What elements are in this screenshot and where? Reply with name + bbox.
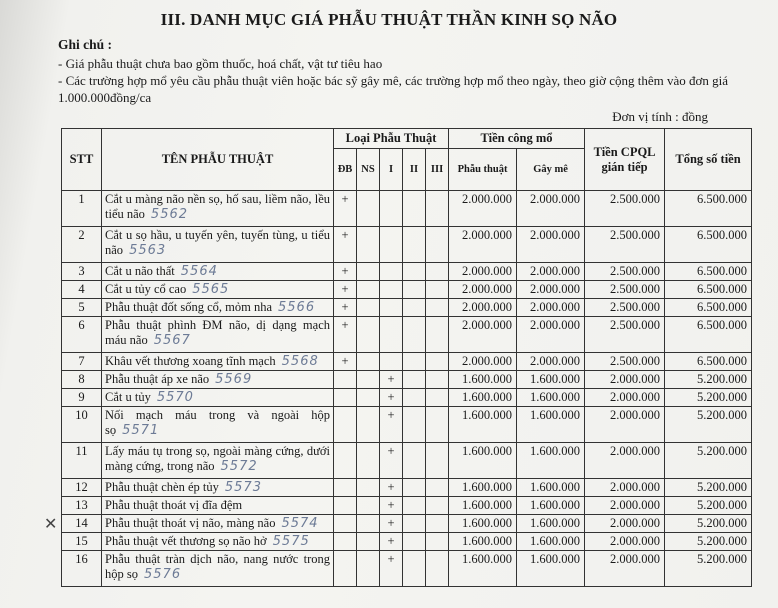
- header-db: ĐB: [334, 149, 357, 191]
- row-ii: [403, 389, 426, 407]
- price-table: [61, 128, 752, 587]
- row-ns: [357, 227, 380, 263]
- row-iii: [426, 263, 449, 281]
- note-line-2: - Các trường hợp mổ yêu cầu phẫu thuật viên hoặc bác sỹ gây mê, các trường hợp mổ theo ngày, theo giờ cộng thêm vào đơn giá 1.000.000đồng/ca: [58, 73, 729, 105]
- row-db: [334, 533, 357, 551]
- row-i: [380, 227, 403, 263]
- row-surgery-fee: 2.000.000: [449, 317, 517, 353]
- table-row: [62, 497, 752, 515]
- handwritten-code: 5569: [215, 372, 253, 387]
- row-i: [380, 281, 403, 299]
- row-cpql: 2.000.000: [585, 371, 665, 389]
- row-ii: [403, 263, 426, 281]
- row-surgery-fee: 1.600.000: [449, 533, 517, 551]
- row-cpql: 2.000.000: [585, 533, 665, 551]
- row-ii: [403, 281, 426, 299]
- row-db: +: [334, 191, 357, 227]
- row-stt: 2: [62, 227, 102, 263]
- row-stt: 15: [62, 533, 102, 551]
- procedure-name: Phẫu thuật vết thương sọ não hở: [105, 534, 267, 548]
- row-db: +: [334, 281, 357, 299]
- row-iii: [426, 299, 449, 317]
- row-total: 6.500.000: [665, 227, 752, 263]
- row-total: 6.500.000: [665, 299, 752, 317]
- row-total: 5.200.000: [665, 371, 752, 389]
- row-stt: 7: [62, 353, 102, 371]
- row-cpql: 2.500.000: [585, 281, 665, 299]
- row-db: +: [334, 227, 357, 263]
- row-anesthesia-fee: 2.000.000: [517, 353, 585, 371]
- row-anesthesia-fee: 1.600.000: [517, 443, 585, 479]
- row-name: [102, 443, 334, 479]
- row-ii: [403, 227, 426, 263]
- handwritten-code: 5562: [150, 207, 189, 222]
- row-cpql: 2.000.000: [585, 551, 665, 587]
- table-row: [62, 281, 752, 299]
- row-iii: [426, 551, 449, 587]
- row-iii: [426, 533, 449, 551]
- row-name: [102, 281, 334, 299]
- note-line-1: - Giá phẫu thuật chưa bao gồm thuốc, hoá chất, vật tư tiêu hao: [58, 56, 383, 71]
- row-cpql: 2.000.000: [585, 497, 665, 515]
- row-iii: [426, 281, 449, 299]
- row-cpql: 2.000.000: [585, 389, 665, 407]
- row-stt: 4: [62, 281, 102, 299]
- row-surgery-fee: 2.000.000: [449, 227, 517, 263]
- table-row: [62, 263, 752, 281]
- row-cpql: 2.500.000: [585, 299, 665, 317]
- row-name: [102, 407, 334, 443]
- row-surgery-fee: 1.600.000: [449, 515, 517, 533]
- row-anesthesia-fee: 1.600.000: [517, 479, 585, 497]
- header-fee: Tiền công mổ: [449, 129, 585, 149]
- row-ii: [403, 353, 426, 371]
- procedure-name: Cắt u sọ hầu, u tuyến yên, tuyến tùng, u tiểu não: [105, 228, 330, 257]
- row-total: 6.500.000: [665, 263, 752, 281]
- row-name: [102, 263, 334, 281]
- row-i: +: [380, 479, 403, 497]
- header-ii: II: [403, 149, 426, 191]
- row-ns: [357, 533, 380, 551]
- handwritten-code: 5565: [192, 282, 230, 297]
- row-name: [102, 299, 334, 317]
- row-total: 6.500.000: [665, 281, 752, 299]
- row-name: [102, 515, 334, 533]
- row-ii: [403, 515, 426, 533]
- row-total: 5.200.000: [665, 497, 752, 515]
- procedure-name: Lấy máu tụ trong sọ, ngoài màng cứng, dưới màng cứng, trong não: [105, 444, 330, 473]
- procedure-name: Cắt u tủy cổ cao: [105, 282, 187, 296]
- row-ns: [357, 299, 380, 317]
- row-ns: [357, 551, 380, 587]
- handwritten-code: 5567: [153, 333, 191, 348]
- handwritten-code: 5572: [220, 459, 258, 474]
- procedure-name: Cắt u não thất: [105, 264, 175, 278]
- row-total: 5.200.000: [665, 479, 752, 497]
- row-iii: [426, 497, 449, 515]
- row-i: [380, 263, 403, 281]
- handwritten-code: 5576: [144, 567, 182, 582]
- row-db: [334, 551, 357, 587]
- notes-heading: Ghi chú :: [58, 37, 113, 52]
- row-db: [334, 497, 357, 515]
- row-iii: [426, 515, 449, 533]
- handwritten-code: 5568: [281, 354, 319, 369]
- row-name: [102, 497, 334, 515]
- row-ii: [403, 299, 426, 317]
- handwritten-code: 5571: [122, 423, 160, 438]
- row-stt: 9: [62, 389, 102, 407]
- row-stt: 1: [62, 191, 102, 227]
- table-row: [62, 515, 752, 533]
- row-surgery-fee: 1.600.000: [449, 497, 517, 515]
- row-i: [380, 353, 403, 371]
- row-stt: 3: [62, 263, 102, 281]
- row-stt: 8: [62, 371, 102, 389]
- row-anesthesia-fee: 2.000.000: [517, 227, 585, 263]
- procedure-name: Phẫu thuật phình ĐM não, dị dạng mạch máu não: [105, 318, 330, 347]
- procedure-name: Phẫu thuật chèn ép tủy: [105, 480, 219, 494]
- row-surgery-fee: 2.000.000: [449, 281, 517, 299]
- row-db: +: [334, 317, 357, 353]
- procedure-name: Phẫu thuật thoát vị não, màng não: [105, 516, 276, 530]
- row-total: 6.500.000: [665, 191, 752, 227]
- unit-label: Đơn vị tính : đồng: [612, 109, 708, 124]
- header-total: Tổng số tiền: [665, 129, 752, 191]
- procedure-name: Khâu vết thương xoang tĩnh mạch: [105, 354, 276, 368]
- row-total: 5.200.000: [665, 443, 752, 479]
- row-total: 5.200.000: [665, 515, 752, 533]
- row-db: [334, 371, 357, 389]
- row-db: [334, 407, 357, 443]
- row-db: [334, 443, 357, 479]
- row-iii: [426, 443, 449, 479]
- row-ns: [357, 497, 380, 515]
- header-i: I: [380, 149, 403, 191]
- table-row: [62, 317, 752, 353]
- row-anesthesia-fee: 2.000.000: [517, 317, 585, 353]
- row-surgery-fee: 1.600.000: [449, 407, 517, 443]
- row-name: [102, 191, 334, 227]
- row-db: +: [334, 353, 357, 371]
- row-ii: [403, 533, 426, 551]
- row-i: +: [380, 371, 403, 389]
- row-iii: [426, 317, 449, 353]
- row-ns: [357, 443, 380, 479]
- handwritten-star-mark: ✕: [44, 514, 58, 533]
- row-cpql: 2.500.000: [585, 191, 665, 227]
- row-ns: [357, 191, 380, 227]
- table-row: [62, 299, 752, 317]
- row-total: 5.200.000: [665, 407, 752, 443]
- row-i: +: [380, 389, 403, 407]
- row-db: [334, 515, 357, 533]
- table-row: [62, 371, 752, 389]
- row-anesthesia-fee: 1.600.000: [517, 407, 585, 443]
- row-stt: 12: [62, 479, 102, 497]
- row-ns: [357, 263, 380, 281]
- row-anesthesia-fee: 1.600.000: [517, 551, 585, 587]
- row-stt: 10: [62, 407, 102, 443]
- row-ii: [403, 317, 426, 353]
- row-cpql: 2.000.000: [585, 515, 665, 533]
- procedure-name: Nối mạch máu trong và ngoài hộp sọ: [105, 408, 330, 437]
- row-db: +: [334, 299, 357, 317]
- row-ns: [357, 353, 380, 371]
- header-type: Loại Phẫu Thuật: [334, 129, 449, 149]
- row-iii: [426, 407, 449, 443]
- procedure-name: Phẫu thuật thoát vị đĩa đệm: [105, 498, 243, 512]
- row-stt: 13: [62, 497, 102, 515]
- row-surgery-fee: 1.600.000: [449, 389, 517, 407]
- row-surgery-fee: 1.600.000: [449, 443, 517, 479]
- procedure-name: Phẫu thuật áp xe não: [105, 372, 210, 386]
- row-ns: [357, 317, 380, 353]
- table-row: [62, 227, 752, 263]
- row-ii: [403, 371, 426, 389]
- table-body: [62, 191, 752, 587]
- row-surgery-fee: 2.000.000: [449, 191, 517, 227]
- header-surgery: Phẫu thuật: [449, 149, 517, 191]
- row-anesthesia-fee: 1.600.000: [517, 497, 585, 515]
- procedure-name: Cắt u màng não nền sọ, hố sau, liềm não, lều tiểu não: [105, 192, 330, 221]
- row-surgery-fee: 1.600.000: [449, 479, 517, 497]
- row-ii: [403, 551, 426, 587]
- handwritten-code: 5563: [129, 243, 167, 258]
- row-anesthesia-fee: 1.600.000: [517, 371, 585, 389]
- row-cpql: 2.500.000: [585, 227, 665, 263]
- row-db: +: [334, 263, 357, 281]
- table-row: [62, 191, 752, 227]
- row-name: [102, 353, 334, 371]
- row-surgery-fee: 2.000.000: [449, 263, 517, 281]
- row-i: +: [380, 533, 403, 551]
- table-row: [62, 407, 752, 443]
- row-ii: [403, 443, 426, 479]
- row-iii: [426, 227, 449, 263]
- handwritten-code: 5564: [180, 264, 218, 279]
- table-row: [62, 443, 752, 479]
- row-name: [102, 227, 334, 263]
- row-iii: [426, 479, 449, 497]
- row-total: 6.500.000: [665, 317, 752, 353]
- row-ii: [403, 479, 426, 497]
- header-name: TÊN PHẪU THUẬT: [102, 129, 334, 191]
- row-cpql: 2.000.000: [585, 443, 665, 479]
- row-total: 5.200.000: [665, 389, 752, 407]
- row-name: [102, 317, 334, 353]
- row-i: +: [380, 443, 403, 479]
- row-surgery-fee: 1.600.000: [449, 371, 517, 389]
- row-db: [334, 389, 357, 407]
- row-cpql: 2.000.000: [585, 407, 665, 443]
- row-name: [102, 371, 334, 389]
- row-name: [102, 389, 334, 407]
- procedure-name: Cắt u tủy: [105, 390, 151, 404]
- row-ns: [357, 281, 380, 299]
- row-i: +: [380, 407, 403, 443]
- row-iii: [426, 191, 449, 227]
- header-anesthesia: Gây mê: [517, 149, 585, 191]
- row-stt: 6: [62, 317, 102, 353]
- row-ns: [357, 479, 380, 497]
- row-cpql: 2.500.000: [585, 353, 665, 371]
- row-ns: [357, 371, 380, 389]
- row-i: [380, 299, 403, 317]
- row-total: 6.500.000: [665, 353, 752, 371]
- row-anesthesia-fee: 2.000.000: [517, 263, 585, 281]
- row-anesthesia-fee: 1.600.000: [517, 515, 585, 533]
- handwritten-code: 5566: [278, 300, 316, 315]
- row-iii: [426, 371, 449, 389]
- handwritten-code: 5570: [156, 390, 194, 405]
- header-iii: III: [426, 149, 449, 191]
- row-anesthesia-fee: 2.000.000: [517, 281, 585, 299]
- row-anesthesia-fee: 2.000.000: [517, 299, 585, 317]
- table-row: [62, 389, 752, 407]
- header-cpql: Tiền CPQL gián tiếp: [585, 129, 665, 191]
- procedure-name: Phẫu thuật tràn dịch não, nang nước trong hộp sọ: [105, 552, 330, 581]
- row-ns: [357, 389, 380, 407]
- handwritten-code: 5573: [224, 480, 262, 495]
- table-row: [62, 551, 752, 587]
- row-stt: 16: [62, 551, 102, 587]
- row-i: +: [380, 497, 403, 515]
- row-anesthesia-fee: 1.600.000: [517, 533, 585, 551]
- row-i: +: [380, 515, 403, 533]
- row-stt: 5: [62, 299, 102, 317]
- row-stt: 11: [62, 443, 102, 479]
- table-row: [62, 533, 752, 551]
- row-total: 5.200.000: [665, 533, 752, 551]
- row-cpql: 2.500.000: [585, 317, 665, 353]
- row-anesthesia-fee: 1.600.000: [517, 389, 585, 407]
- row-i: [380, 191, 403, 227]
- row-cpql: 2.500.000: [585, 263, 665, 281]
- row-iii: [426, 353, 449, 371]
- table-row: [62, 353, 752, 371]
- row-iii: [426, 389, 449, 407]
- row-name: [102, 551, 334, 587]
- row-anesthesia-fee: 2.000.000: [517, 191, 585, 227]
- document-title: III. DANH MỤC GIÁ PHẪU THUẬT THẦN KINH SỌ NÃO: [160, 10, 618, 29]
- row-surgery-fee: 2.000.000: [449, 299, 517, 317]
- row-i: [380, 317, 403, 353]
- row-stt: 14: [62, 515, 102, 533]
- row-ns: [357, 407, 380, 443]
- row-ii: [403, 407, 426, 443]
- row-name: [102, 533, 334, 551]
- procedure-name: Phẫu thuật đốt sống cổ, mỏm nha: [105, 300, 272, 314]
- row-name: [102, 479, 334, 497]
- row-ns: [357, 515, 380, 533]
- row-ii: [403, 497, 426, 515]
- row-surgery-fee: 1.600.000: [449, 551, 517, 587]
- row-ii: [403, 191, 426, 227]
- table-row: [62, 479, 752, 497]
- header-stt: STT: [62, 129, 102, 191]
- header-ns: NS: [357, 149, 380, 191]
- row-i: +: [380, 551, 403, 587]
- handwritten-code: 5575: [272, 534, 310, 549]
- row-surgery-fee: 2.000.000: [449, 353, 517, 371]
- row-db: [334, 479, 357, 497]
- handwritten-code: 5574: [281, 516, 319, 531]
- row-total: 5.200.000: [665, 551, 752, 587]
- row-cpql: 2.000.000: [585, 479, 665, 497]
